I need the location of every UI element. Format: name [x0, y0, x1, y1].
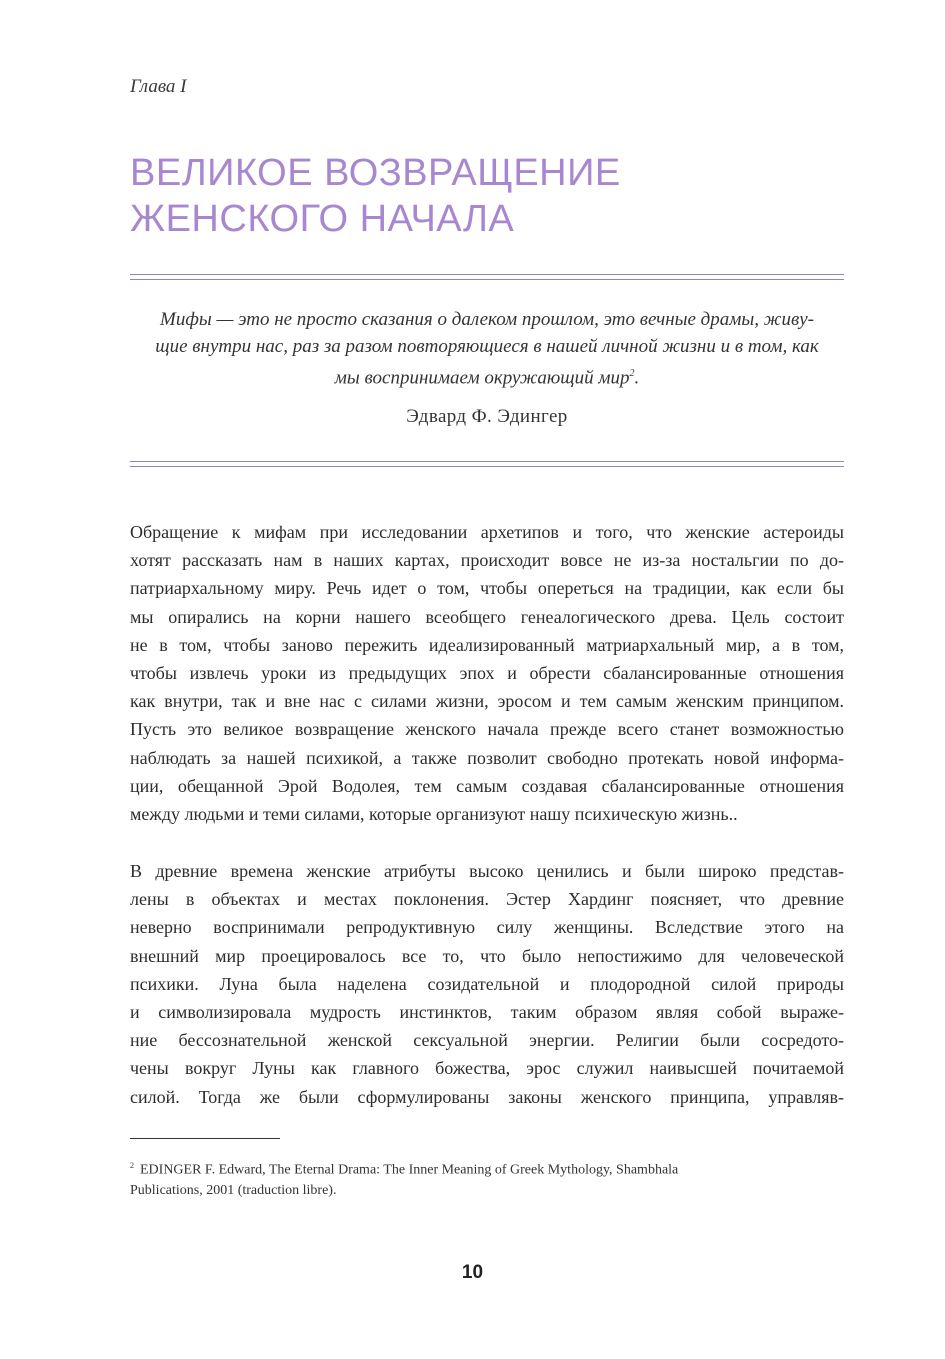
text-line: между людьми и теми силами, которые организуют нашу психическую жизнь..: [130, 804, 738, 825]
text-line: неверно воспринимали репродуктивную силу женщины. Вследствие этого на: [130, 917, 844, 938]
page-number: 10: [461, 1262, 484, 1283]
text-line: чены вокруг Луны как главного божества, эрос служил наивысшей почитаемой: [130, 1058, 844, 1079]
text-line: ние бессознательной женской сексуальной энергии. Религии были сосредото-: [130, 1030, 844, 1051]
text-line: патриархальному миру. Речь идет о том, чтобы опереться на традиции, как если бы: [130, 578, 844, 599]
footnote-number: 2: [130, 1161, 134, 1170]
footnote-divider: [130, 1138, 280, 1139]
text-line: силой. Тогда же были сформулированы законы женского принципа, управляв-: [130, 1086, 844, 1107]
footnote: [130, 1156, 844, 1201]
text-line: не в том, чтобы заново пережить идеализированный матриархальный мир, а в том,: [130, 634, 844, 655]
text-line: ции, обещанной Эрой Водолея, тем самым создавая сбалансированные отношения: [130, 775, 844, 796]
chapter-label: Глава I: [130, 76, 187, 97]
epigraph-line-last: [130, 360, 844, 391]
epigraph-end-punct: .: [634, 367, 640, 389]
epigraph-line: мы воспринимаем окружающий мир: [334, 367, 630, 389]
title-line: ЖЕНСКОГО НАЧАЛА: [130, 198, 515, 240]
text-line: наблюдать за нашей психикой, а также позволит свободно протекать новой информа-: [130, 747, 844, 768]
text-line: и символизировала мудрость инстинктов, таким образом являя собой выраже-: [130, 1002, 844, 1023]
epigraph-author: Эдвард Ф. Эдингер: [406, 406, 568, 427]
epigraph-top-divider: [130, 274, 844, 280]
epigraph-bottom-divider: [130, 461, 844, 467]
footnote-text: EDINGER F. Edward, The Eternal Drama: The Inner Meaning of Greek Mythology, Shambhala: [140, 1162, 679, 1178]
text-line: лены в объектах и местах поклонения. Эстер Хардинг поясняет, что древние: [130, 889, 844, 910]
text-line: Пусть это великое возвращение женского начала прежде всего станет возможностью: [130, 719, 844, 740]
text-line: мы опирались на корни нашего всеобщего генеалогического древа. Цель состоит: [130, 606, 844, 627]
body-paragraph-2: [130, 857, 844, 1111]
footnote-reference[interactable]: 2: [629, 368, 635, 379]
footnote-line: Publications, 2001 (traduction libre).: [130, 1182, 337, 1198]
epigraph-line: щие внутри нас, раз за разом повторяющиеся в нашей личной жизни и в том, как: [155, 336, 819, 357]
text-line: внешний мир проецировалось все то, что было непостижимо для человеческой: [130, 945, 844, 966]
body-paragraph-1: [130, 518, 844, 828]
text-line: психики. Луна была наделена созидательной и плодородной силой природы: [130, 973, 844, 994]
title-line: ВЕЛИКОЕ ВОЗВРАЩЕНИЕ: [130, 152, 621, 194]
epigraph-line: Мифы — это не просто сказания о далеком прошлом, это вечные драмы, живу-: [160, 309, 814, 330]
text-line: чтобы извлечь уроки из предыдущих эпох и обрести сбалансированные отношения: [130, 663, 844, 684]
epigraph: [130, 306, 844, 391]
text-line: Обращение к мифам при исследовании архетипов и того, что женские астероиды: [130, 522, 844, 542]
chapter-title: [130, 150, 830, 242]
text-line: хотят рассказать нам в наших картах, происходит вовсе не из-за ностальгии по до-: [130, 550, 844, 571]
text-line: как внутри, так и вне нас с силами жизни, эросом и тем самым женским принципом.: [130, 691, 844, 712]
footnote-line: [130, 1156, 844, 1181]
text-line: В древние времена женские атрибуты высоко ценились и были широко представ-: [130, 861, 844, 881]
